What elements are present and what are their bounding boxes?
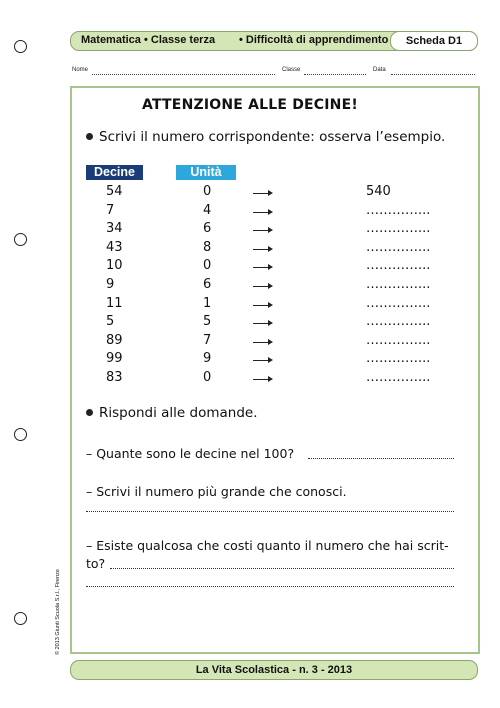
table-row <box>0 351 500 370</box>
result-value[interactable]: …………... <box>366 295 431 311</box>
date-field[interactable] <box>391 74 475 75</box>
instruction-1-text: Scrivi il numero corrispondente: osserva l’esempio. <box>99 129 446 145</box>
bullet-icon <box>86 409 93 416</box>
unita-value: 4 <box>203 202 212 218</box>
decine-value: 99 <box>106 351 123 367</box>
table-row <box>0 296 500 315</box>
question-2: – Scrivi il numero più grande che conosci. <box>86 484 347 499</box>
decine-value: 9 <box>106 277 115 292</box>
decine-value: 10 <box>106 258 123 274</box>
result-value[interactable]: …………... <box>366 202 431 218</box>
arrow-right-icon <box>253 249 271 250</box>
bullet-icon <box>86 133 93 140</box>
unita-value: 0 <box>203 370 212 385</box>
header-bar <box>70 31 478 51</box>
answer-line-3a[interactable] <box>110 568 454 569</box>
question-3-line-1: – Esiste qualcosa che costi quanto il numero che hai scrit- <box>86 538 449 553</box>
unita-value: 6 <box>203 277 212 292</box>
decine-value: 11 <box>106 295 123 311</box>
instruction-2 <box>86 405 258 421</box>
instruction-1 <box>86 129 445 145</box>
decine-value: 5 <box>106 314 115 330</box>
name-label: Nome <box>72 67 89 73</box>
answer-line-3b[interactable] <box>86 586 454 587</box>
binder-hole-lower <box>14 428 27 441</box>
unita-value: 0 <box>203 258 212 274</box>
class-label: Classe <box>282 67 301 73</box>
table-row <box>0 370 500 389</box>
arrow-right-icon <box>253 323 271 324</box>
table-row <box>0 314 500 333</box>
class-field[interactable] <box>304 74 366 75</box>
copyright-text: © 2013 Giunti Scuola S.r.l., Firenze <box>55 569 61 655</box>
table-row <box>0 258 500 277</box>
page-title: ATTENZIONE ALLE DECINE! <box>142 97 358 113</box>
arrow-right-icon <box>253 360 271 361</box>
unita-value: 1 <box>203 295 212 311</box>
arrow-right-icon <box>253 342 271 343</box>
decine-value: 7 <box>106 202 115 218</box>
binder-hole-bottom <box>14 612 27 625</box>
result-value[interactable]: …………... <box>366 351 431 367</box>
result-value[interactable]: …………... <box>366 370 431 385</box>
column-header-unita: Unità <box>176 165 236 180</box>
question-3-line-2: to? <box>86 556 106 571</box>
question-1: – Quante sono le decine nel 100? <box>86 446 295 461</box>
table-row <box>0 277 500 296</box>
arrow-right-icon <box>253 305 271 306</box>
arrow-right-icon <box>253 267 271 268</box>
table-row <box>0 240 500 259</box>
decine-value: 89 <box>106 332 123 348</box>
sheet-badge: Scheda D1 <box>390 31 478 51</box>
footer-bar: La Vita Scolastica - n. 3 - 2013 <box>70 660 478 680</box>
unita-value: 0 <box>203 184 212 199</box>
result-value[interactable]: …………... <box>366 314 431 330</box>
answer-line-1[interactable] <box>308 458 454 459</box>
topic-label: • Difficoltà di apprendimento <box>239 34 389 46</box>
table-row <box>0 333 500 352</box>
result-value[interactable]: …………... <box>366 332 431 348</box>
column-header-decine: Decine <box>86 165 143 180</box>
unita-value: 9 <box>203 351 212 367</box>
unita-value: 7 <box>203 332 212 348</box>
arrow-right-icon <box>253 212 271 213</box>
result-value[interactable]: …………... <box>366 239 431 255</box>
answer-line-2[interactable] <box>86 511 454 512</box>
table-row <box>0 184 500 203</box>
arrow-right-icon <box>253 286 271 287</box>
result-value[interactable]: …………... <box>366 221 431 237</box>
decine-value: 43 <box>106 239 123 255</box>
result-value[interactable]: …………... <box>366 258 431 274</box>
decine-value: 83 <box>106 370 123 385</box>
result-value: 540 <box>366 184 391 199</box>
decine-value: 54 <box>106 184 123 199</box>
table-row <box>0 203 500 222</box>
unita-value: 8 <box>203 239 212 255</box>
result-value[interactable]: …………... <box>366 277 431 292</box>
date-label: Data <box>373 67 386 73</box>
arrow-right-icon <box>253 379 271 380</box>
unita-value: 5 <box>203 314 212 330</box>
name-field[interactable] <box>92 74 275 75</box>
instruction-2-text: Rispondi alle domande. <box>99 405 258 421</box>
arrow-right-icon <box>253 193 271 194</box>
decine-value: 34 <box>106 221 123 237</box>
arrow-right-icon <box>253 230 271 231</box>
subject-label: Matematica • Classe terza <box>81 34 216 46</box>
unita-value: 6 <box>203 221 212 237</box>
binder-hole-top <box>14 40 27 53</box>
table-row <box>0 221 500 240</box>
